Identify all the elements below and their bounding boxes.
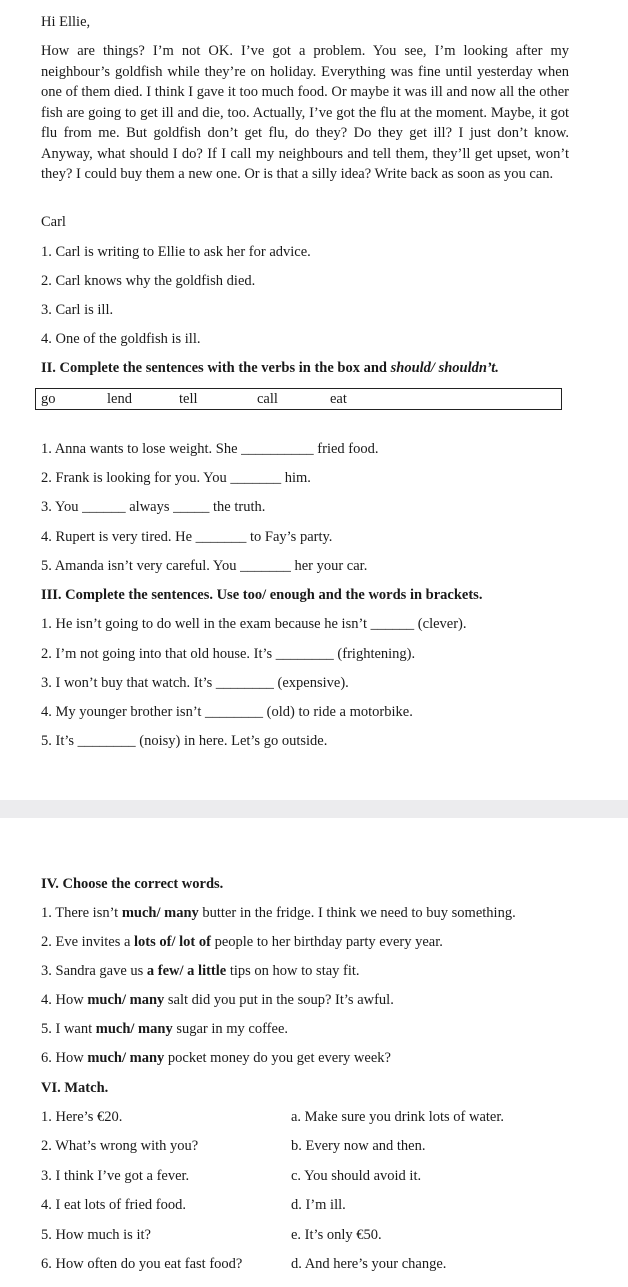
match-right-item: e. It’s only €50. (291, 1227, 382, 1243)
item-text: salt did you put in the soup? It’s awful. (164, 992, 394, 1008)
word-box (35, 388, 562, 410)
exercise-item (41, 1049, 391, 1067)
word-box-item: tell (179, 391, 198, 407)
item-choice: much/ many (87, 1050, 165, 1066)
letter-signature: Carl (41, 214, 66, 230)
item-number: 4. (41, 992, 52, 1008)
exercise-item: 4. My younger brother isn’t ________ (old) to ride a motorbike. (41, 704, 413, 720)
exercise-item: 3. You ______ always _____ the truth. (41, 499, 266, 515)
item-text: Eve invites a (55, 934, 135, 950)
item-choice: a few/ a little (146, 963, 227, 979)
word-box-item: call (257, 391, 278, 407)
item-text: Sandra gave us (55, 963, 147, 979)
exercise-item (41, 991, 394, 1009)
item-number: 3. (41, 963, 52, 979)
exercise-item (41, 962, 360, 980)
section-heading: IV. Choose the correct words. (41, 876, 224, 892)
match-left-item: 1. Here’s €20. (41, 1109, 123, 1125)
statement: 1. Carl is writing to Ellie to ask her for advice. (41, 244, 311, 260)
item-number: 5. (41, 1021, 52, 1037)
exercise-item: 3. I won’t buy that watch. It’s ________ (expensive). (41, 675, 349, 691)
item-text: How (55, 1050, 88, 1066)
statement: 3. Carl is ill. (41, 302, 114, 318)
match-left-item: 5. How much is it? (41, 1227, 151, 1243)
exercise-item: 2. I’m not going into that old house. It’s ________ (frightening). (41, 646, 416, 662)
exercise-item (41, 933, 443, 951)
item-text: people to her birthday party every year. (210, 934, 443, 950)
item-text: tips on how to stay fit. (226, 963, 360, 979)
word-box-item: go (41, 391, 56, 407)
item-choice: much/ many (95, 1021, 173, 1037)
item-choice: lots of/ lot of (134, 934, 211, 950)
letter-greeting: Hi Ellie, (41, 14, 91, 30)
match-right-item: d. I’m ill. (291, 1197, 346, 1213)
match-right-item: b. Every now and then. (291, 1138, 426, 1154)
item-number: 2. (41, 934, 52, 950)
item-text: How (55, 992, 88, 1008)
item-choice: much/ many (121, 905, 199, 921)
section-heading: VI. Match. (41, 1080, 109, 1096)
section-heading (41, 359, 499, 377)
worksheet-page-2 (0, 818, 628, 1287)
exercise-item: 2. Frank is looking for you. You _______ him. (41, 470, 311, 486)
item-text: sugar in my coffee. (172, 1021, 289, 1037)
match-left-item: 6. How often do you eat fast food? (41, 1256, 243, 1272)
exercise-item: 1. He isn’t going to do well in the exam because he isn’t ______ (clever). (41, 616, 467, 632)
item-text: I want (55, 1021, 96, 1037)
word-box-item: eat (330, 391, 347, 407)
match-right-item: c. You should avoid it. (291, 1168, 422, 1184)
exercise-item (41, 1020, 288, 1038)
exercise-item: 5. Amanda isn’t very careful. You _______ her your car. (41, 558, 368, 574)
item-text: There isn’t (55, 905, 122, 921)
section-heading-text: II. Complete the sentences with the verbs in the box and (41, 360, 391, 376)
match-left-item: 2. What’s wrong with you? (41, 1138, 199, 1154)
match-left-item: 3. I think I’ve got a fever. (41, 1168, 190, 1184)
statement: 4. One of the goldfish is ill. (41, 331, 201, 347)
section-heading-italic: should/ shouldn’t. (390, 360, 499, 376)
section-heading: III. Complete the sentences. Use too/ enough and the words in brackets. (41, 587, 483, 603)
match-left-item: 4. I eat lots of fried food. (41, 1197, 186, 1213)
item-number: 1. (41, 905, 52, 921)
letter-body: How are things? I’m not OK. I’ve got a problem. You see, I’m looking after my neighbour’s goldfish while they’re on holiday. Everything was fine until yesterday when one of them died. I think I gave it too much food. Or maybe it was ill and now all the other fish are going to get ill and die, too. Actually, I’ve got the flu at the moment. Maybe, it got flu from me. But goldfish don’t get flu, do they? Do they get ill? I just don’t know. Anyway, what should I do? If I call my neighbours and tell them, they’ll get upset, won’t they? I could buy them a new one. Or is that a silly idea? Write back as soon as you can. (41, 43, 569, 182)
exercise-item: 4. Rupert is very tired. He _______ to Fay’s party. (41, 529, 333, 545)
statement: 2. Carl knows why the goldfish died. (41, 273, 256, 289)
item-choice: much/ many (87, 992, 165, 1008)
exercise-item: 5. It’s ________ (noisy) in here. Let’s go outside. (41, 733, 328, 749)
item-text: butter in the fridge. I think we need to buy something. (198, 905, 516, 921)
item-number: 6. (41, 1050, 52, 1066)
match-right-item: a. Make sure you drink lots of water. (291, 1109, 505, 1125)
word-box-item: lend (107, 391, 132, 407)
item-text: pocket money do you get every week? (164, 1050, 391, 1066)
match-right-item: d. And here’s your change. (291, 1256, 447, 1272)
exercise-item (41, 904, 516, 922)
exercise-item: 1. Anna wants to lose weight. She __________ fried food. (41, 441, 379, 457)
